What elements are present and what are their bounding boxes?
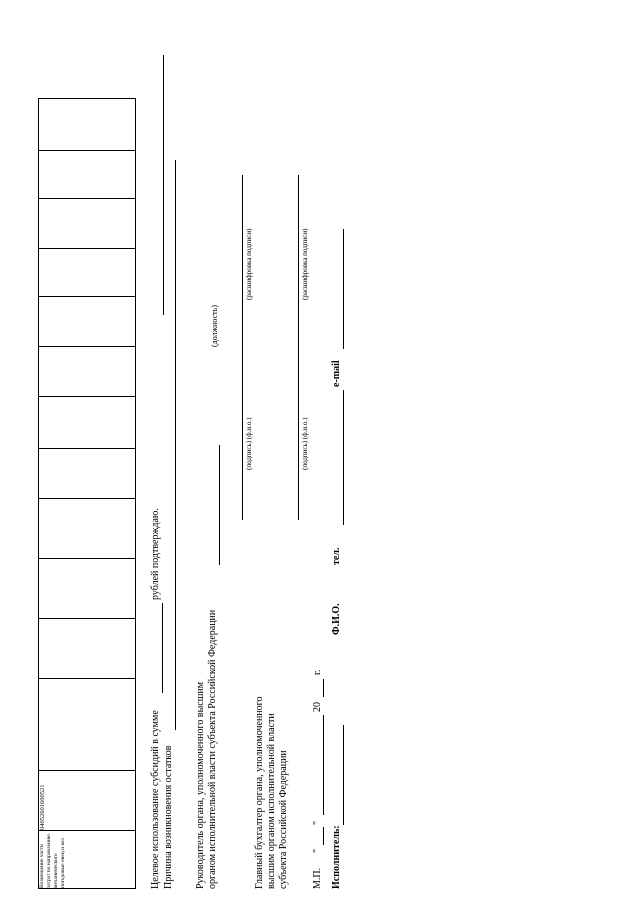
accountant-decode-line[interactable] [298,175,299,345]
head-sign-caption: (подпись) (ф.и.о.) [245,417,253,470]
month-line[interactable] [323,715,324,815]
table-cell [39,151,136,199]
accountant-sign-caption: (подпись) (ф.и.о.) [301,417,309,470]
year-prefix: 20 [312,702,323,712]
table-cell [39,619,136,679]
fio-label: Ф.И.О. [331,603,342,635]
head-position-line[interactable] [219,445,220,565]
quote-open: " [312,848,323,853]
table-cell [39,397,136,449]
table-cell [39,499,136,559]
email-label: e-mail [331,360,342,387]
table-cell [39,559,136,619]
row-label: Возмещение части затрат по направлению механического погодовые овец и коз [39,834,66,888]
row-code-cell [39,771,136,831]
executor-label: Исполнитель: [331,825,342,889]
top-right-line [163,55,164,315]
confirm-prefix: Целевое использование субсидий в сумме [150,710,161,889]
amount-line[interactable] [162,603,163,693]
accountant-decode-caption: (расшифровка подписи) [301,228,309,300]
executor-line[interactable] [343,725,344,825]
year-line[interactable] [323,679,324,697]
head-decode-caption: (расшифровка подписи) [245,228,253,300]
quote-close: " [312,820,323,825]
accountant-line1: Главный бухгалтер органа, уполномоченного [254,696,265,889]
table-cell [39,679,136,771]
tel-label: тел. [331,547,342,565]
reason-line[interactable] [175,160,176,730]
table-cell [39,99,136,151]
position-caption: (должность) [210,305,219,347]
table-row [39,99,136,889]
row-label-cell [39,831,136,889]
mp-label: М.П. [312,867,323,889]
confirm-suffix: рублей подтверждаю. [150,508,161,600]
subsidy-table [38,98,136,889]
table-cell [39,297,136,347]
accountant-line3: субъекта Российской Федерации [278,750,289,889]
accountant-line2: высшим органом исполнительной власти [266,713,277,889]
reason-label: Причина возникновения остатков [163,745,174,889]
table-cell [39,199,136,249]
email-line[interactable] [343,229,344,349]
row-code: 04052601600521 [39,784,46,830]
tel-line[interactable] [343,390,344,525]
table-cell [39,347,136,397]
head-decode-line[interactable] [242,175,243,345]
accountant-sign-line[interactable] [298,345,299,520]
day-line[interactable] [323,827,324,845]
head-sign-line[interactable] [242,345,243,520]
year-suffix: г. [312,669,323,675]
table-cell [39,449,136,499]
head-line1: Руководитель органа, уполномоченного высшим [195,681,206,889]
head-line2: органом исполнительной власти субъекта Российской Федерации [207,609,218,889]
table-cell [39,249,136,297]
